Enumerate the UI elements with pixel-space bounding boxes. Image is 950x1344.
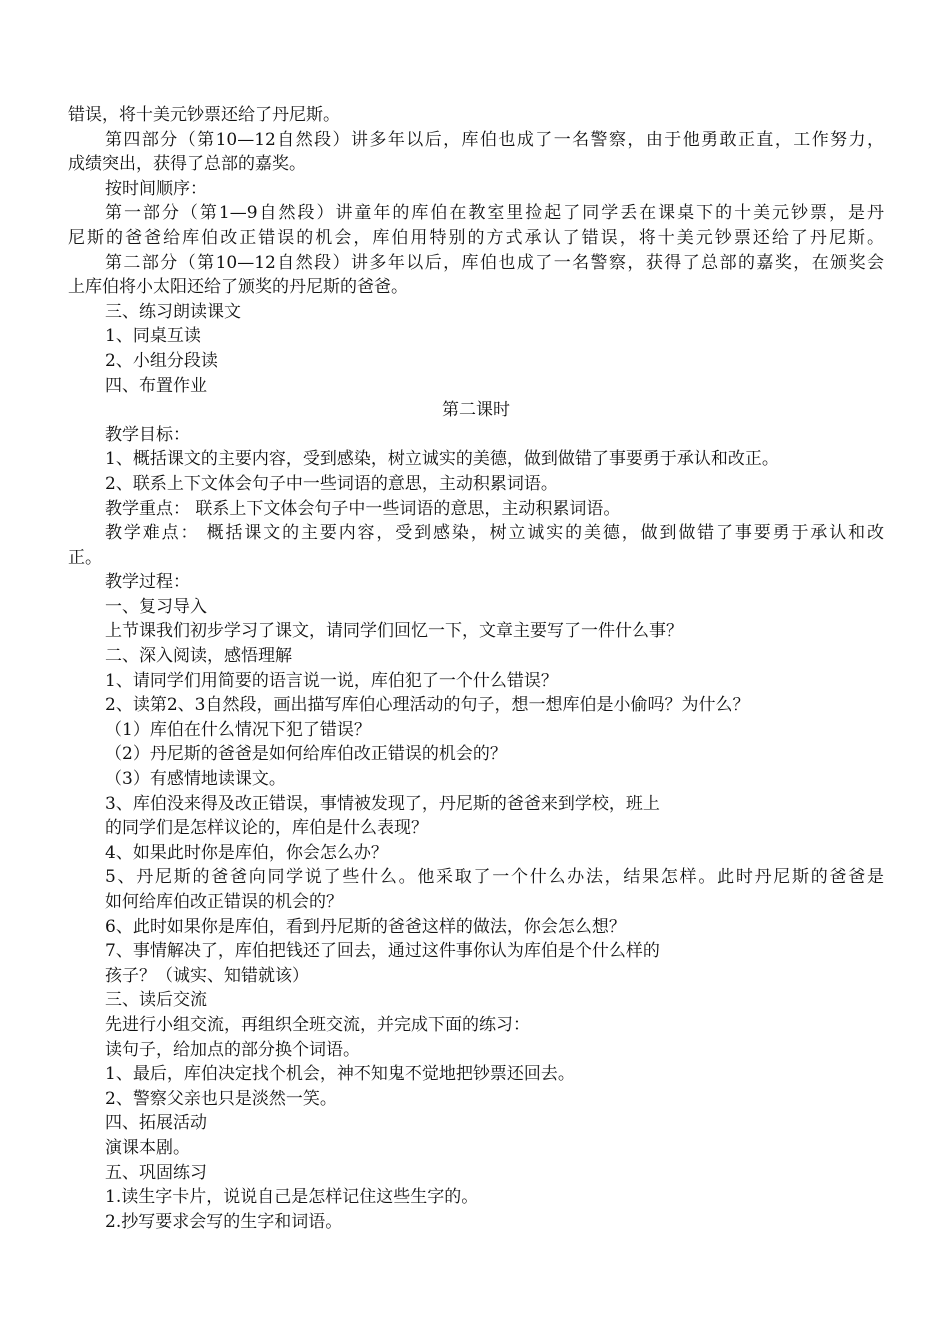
text-line: 成绩突出，获得了总部的嘉奖。 [68, 154, 306, 175]
text-line: 1、同桌互读 [105, 326, 201, 347]
text-line: 2、读第2、3自然段，画出描写库伯心理活动的句子，想一想库伯是小偷吗？为什么？ [105, 695, 750, 716]
text-line: 第四部分（第10—12自然段）讲多年以后，库伯也成了一名警察，由于他勇敢正直，工作努力， [105, 129, 884, 150]
text-line: 孩子？（诚实、知错就该） [105, 965, 309, 986]
text-line: 教学重点： 联系上下文体会句子中一些词语的意思，主动积累词语。 [105, 498, 621, 519]
text-line: 如何给库伯改正错误的机会的？ [105, 892, 343, 912]
text-line: 尼斯的爸爸给库伯改正错误的机会，库伯用特别的方式承认了错误，将十美元钞票还给了丹尼斯。 [68, 227, 884, 248]
text-line: 读句子，给加点的部分换个词语。 [105, 1039, 360, 1060]
text-line: 教学难点： 概括课文的主要内容，受到感染，树立诚实的美德，做到做错了事要勇于承认和改 [105, 523, 884, 544]
text-line: （2）丹尼斯的爸爸是如何给库伯改正错误的机会的？ [105, 744, 507, 765]
text-line: 一、复习导入 [105, 596, 207, 617]
text-line: 1、最后，库伯决定找个机会，神不知鬼不觉地把钞票还回去。 [105, 1064, 575, 1085]
text-line: 教学过程： [105, 572, 190, 593]
text-line: 2、小组分段读 [105, 350, 218, 371]
document-page [68, 103, 884, 1234]
text-line: 5、丹尼斯的爸爸向同学说了些什么。他采取了一个什么办法，结果怎样。此时丹尼斯的爸爸是 [105, 867, 884, 888]
text-line: 错误，将十美元钞票还给了丹尼斯。 [68, 105, 340, 125]
text-line: 上库伯将小太阳还给了颁奖的丹尼斯的爸爸。 [68, 277, 408, 298]
text-line: 正。 [68, 547, 102, 568]
text-line: 按时间顺序： [105, 178, 207, 199]
text-line: 6、此时如果你是库伯，看到丹尼斯的爸爸这样的做法，你会怎么想？ [105, 916, 626, 937]
text-line: 五、巩固练习 [105, 1162, 207, 1183]
text-line: 7、事情解决了，库伯把钱还了回去，通过这件事你认为库伯是个什么样的 [105, 941, 660, 962]
text-line: （1）库伯在什么情况下犯了错误？ [105, 719, 371, 740]
text-line: 第二部分（第10—12自然段）讲多年以后，库伯也成了一名警察，获得了总部的嘉奖，在颁奖会 [105, 252, 884, 273]
text-line: （3）有感情地读课文。 [105, 769, 286, 790]
text-line: 四、拓展活动 [105, 1113, 207, 1134]
text-line: 三、练习朗读课文 [105, 301, 241, 322]
text-line: 3、库伯没来得及改正错误，事情被发现了，丹尼斯的爸爸来到学校，班上 [105, 793, 660, 814]
text-line: 1、概括课文的主要内容，受到感染，树立诚实的美德，做到做错了事要勇于承认和改正。 [105, 449, 779, 470]
text-line: 2.抄写要求会写的生字和词语。 [105, 1211, 343, 1232]
text-line: 1、请同学们用简要的语言说一说，库伯犯了一个什么错误？ [105, 670, 558, 691]
text-line: 四、布置作业 [105, 375, 207, 396]
section-heading: 第二课时 [442, 400, 510, 421]
text-line: 教学目标： [105, 424, 190, 445]
text-line: 演课本剧。 [105, 1137, 190, 1158]
text-line: 4、如果此时你是库伯，你会怎么办？ [105, 842, 388, 863]
text-line: 1.读生字卡片，说说自己是怎样记住这些生字的。 [105, 1187, 479, 1208]
text-line: 上节课我们初步学习了课文，请同学们回忆一下，文章主要写了一件什么事？ [105, 621, 683, 642]
text-line: 第一部分（第1—9自然段）讲童年的库伯在教室里捡起了同学丢在课桌下的十美元钞票，是丹 [105, 203, 884, 224]
text-line: 先进行小组交流，再组织全班交流，并完成下面的练习： [105, 1014, 530, 1035]
text-line: 三、读后交流 [105, 990, 207, 1011]
text-line: 2、警察父亲也只是淡然一笑。 [105, 1088, 337, 1109]
text-line: 的同学们是怎样议论的，库伯是什么表现？ [105, 818, 428, 839]
text-line: 二、深入阅读，感悟理解 [105, 646, 292, 667]
text-line: 2、联系上下文体会句子中一些词语的意思，主动积累词语。 [105, 473, 558, 494]
